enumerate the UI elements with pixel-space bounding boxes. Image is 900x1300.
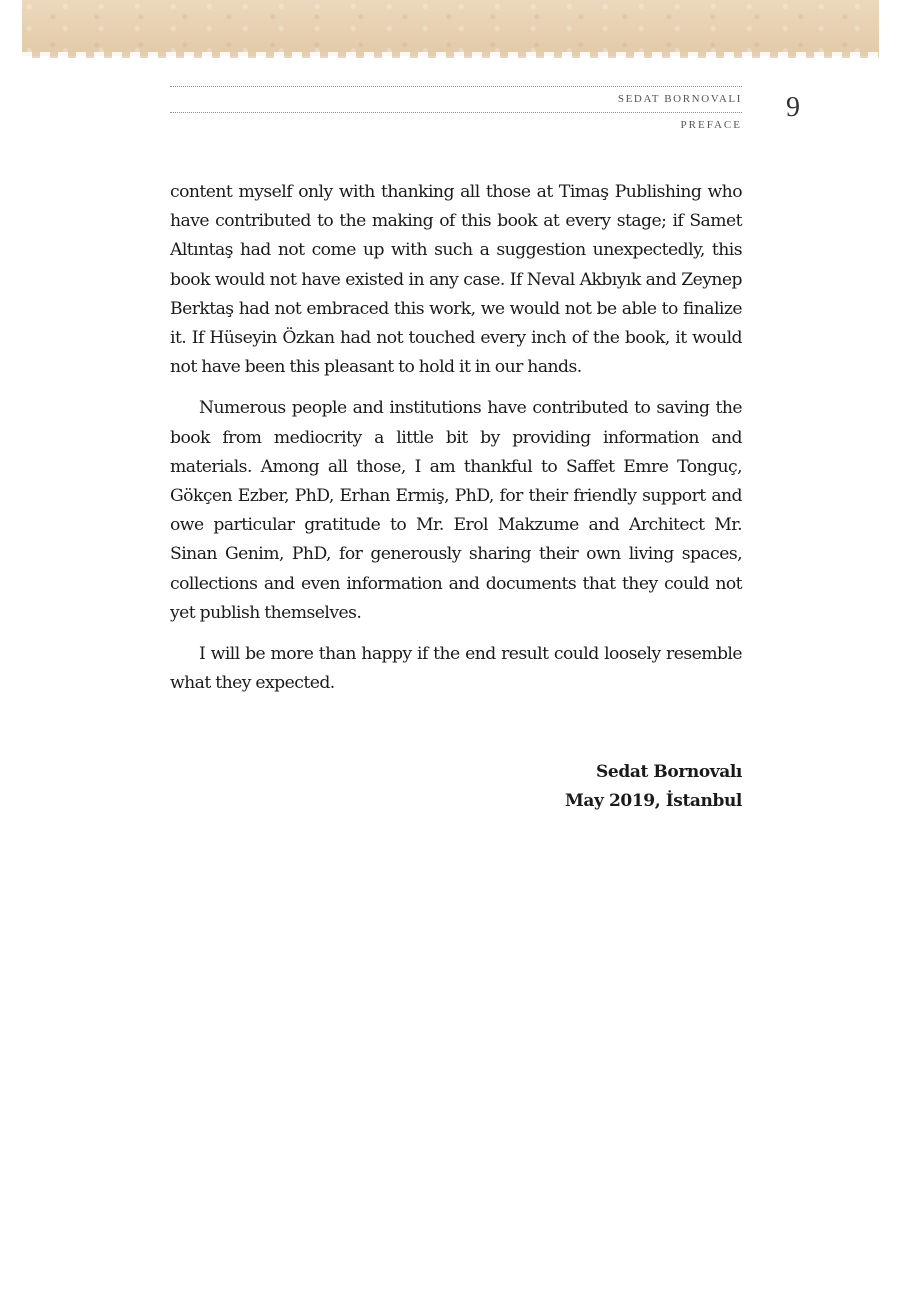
decorative-torn-edge xyxy=(22,52,879,58)
dotted-rule-top xyxy=(170,86,742,87)
running-header xyxy=(170,86,742,140)
signature-block xyxy=(565,758,742,816)
page-body xyxy=(170,178,742,710)
paragraph-2: Numerous people and institutions have contributed to saving the book from mediocrity a little bit by providing information and materials. Among all those, I am thankful to Saffet Emre Tonguç, Gökçen Ezber, PhD, Erhan Ermiş, PhD, for their friendly support and owe particular gratitude to Mr. Erol Makzume and Architect Mr. Sinan Genim, PhD, for generously sharing their own living spaces, collections and even information and documents that they could not yet publish themselves. xyxy=(170,398,742,623)
decorative-header-band xyxy=(22,0,879,56)
dotted-rule-bottom xyxy=(170,112,742,113)
page-number: 9 xyxy=(786,92,800,123)
paragraph-3: I will be more than happy if the end result could loosely resemble what they expected. xyxy=(170,644,742,694)
running-header-author: SEDAT BORNOVALI xyxy=(617,93,742,105)
running-header-section: PREFACE xyxy=(680,119,742,131)
signature-name: Sedat Bornovalı xyxy=(596,762,742,782)
paragraph-1: content myself only with thanking all those at Timaş Publishing who have contributed to the making of this book at every stage; if Samet Altıntaş had not come up with such a suggestion unexpectedly, this book would not have existed in any case. If Neval Akbıyık and Zeynep Berktaş had not embraced this work, we would not be able to finalize it. If Hüseyin Özkan had not touched every inch of the book, it would not have been this pleasant to hold it in our hands. xyxy=(170,182,742,378)
signature-date-place: May 2019, İstanbul xyxy=(564,791,742,811)
